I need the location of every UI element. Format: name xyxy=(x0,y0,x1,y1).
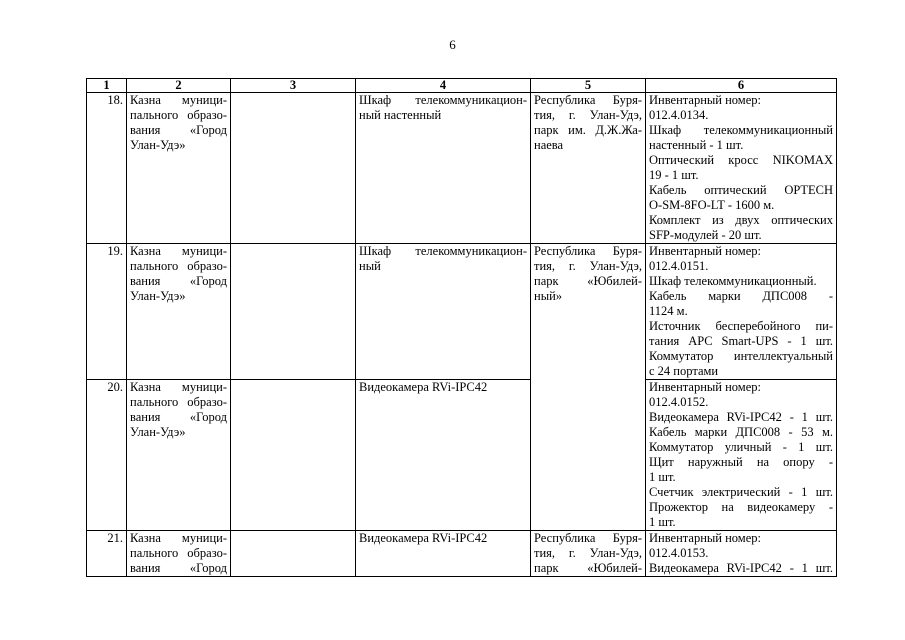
column-header: 5 xyxy=(531,79,646,93)
details-cell xyxy=(646,531,837,577)
address-cell xyxy=(531,93,646,244)
details-line: 012.4.0152. xyxy=(649,395,709,409)
details-line: O-SM-8FO-LT - 1600 м. xyxy=(649,198,775,212)
address-line: тия, г. Улан-Удэ, xyxy=(534,259,642,273)
details-line: Прожектор на видеокамеру - xyxy=(649,500,833,514)
details-line: настенный - 1 шт. xyxy=(649,138,744,152)
address-line: тия, г. Улан-Удэ, xyxy=(534,108,642,122)
owner-line: Улан-Удэ» xyxy=(130,138,186,152)
details-line: Кабель марки ДПС008 - 53 м. xyxy=(649,425,833,439)
address-line: наева xyxy=(534,138,564,152)
owner-line: вания «Город xyxy=(130,274,227,288)
address-cell xyxy=(531,244,646,531)
column-header: 1 xyxy=(87,79,127,93)
details-line: Оптический кросс NIKOMAX xyxy=(649,153,833,167)
owner-line: Казна муници- xyxy=(130,244,227,258)
owner-line: пального образо- xyxy=(130,259,227,273)
details-line: 012.4.0153. xyxy=(649,546,709,560)
empty-cell xyxy=(231,380,356,531)
object-cell xyxy=(356,531,531,577)
address-line: Республика Буря- xyxy=(534,244,642,258)
empty-cell xyxy=(231,93,356,244)
details-line: Инвентарный номер: xyxy=(649,244,761,258)
details-line: Инвентарный номер: xyxy=(649,93,761,107)
column-header: 4 xyxy=(356,79,531,93)
owner-line: пального образо- xyxy=(130,546,227,560)
column-header: 6 xyxy=(646,79,837,93)
owner-line: вания «Город xyxy=(130,561,227,575)
details-line: Видеокамера RVi-IPC42 - 1 шт. xyxy=(649,561,833,575)
details-line: Шкаф телекоммуникационный. xyxy=(649,274,817,288)
table-header-row xyxy=(87,79,837,93)
address-line: Республика Буря- xyxy=(534,93,642,107)
object-line: ный настенный xyxy=(359,108,442,122)
details-line: 012.4.0134. xyxy=(649,108,709,122)
owner-cell xyxy=(127,380,231,531)
owner-line: Улан-Удэ» xyxy=(130,425,186,439)
details-line: Кабель марки ДПС008 - xyxy=(649,289,833,303)
row-number: 20. xyxy=(87,380,127,531)
details-line: SFP-модулей - 20 шт. xyxy=(649,228,762,242)
details-line: 1 шт. xyxy=(649,470,676,484)
owner-cell xyxy=(127,531,231,577)
owner-line: пального образо- xyxy=(130,108,227,122)
owner-line: пального образо- xyxy=(130,395,227,409)
details-line: Инвентарный номер: xyxy=(649,531,761,545)
owner-line: Казна муници- xyxy=(130,93,227,107)
details-cell xyxy=(646,380,837,531)
details-line: Видеокамера RVi-IPC42 - 1 шт. xyxy=(649,410,833,424)
details-line: 1124 м. xyxy=(649,304,688,318)
address-line: парк «Юбилей- xyxy=(534,274,642,288)
details-line: Щит наружный на опору - xyxy=(649,455,833,469)
empty-cell xyxy=(231,531,356,577)
object-line: ный xyxy=(359,259,381,273)
property-registry-table xyxy=(86,78,837,577)
details-line: 19 - 1 шт. xyxy=(649,168,699,182)
owner-line: вания «Город xyxy=(130,410,227,424)
object-line: Видеокамера RVi-IPC42 xyxy=(359,531,488,545)
details-line: Коммутатор уличный - 1 шт. xyxy=(649,440,833,454)
object-cell xyxy=(356,380,531,531)
owner-line: Улан-Удэ» xyxy=(130,289,186,303)
details-line: Шкаф телекоммуникационный xyxy=(649,123,833,137)
details-line: Комплект из двух оптических xyxy=(649,213,833,227)
details-line: 012.4.0151. xyxy=(649,259,709,273)
owner-line: вания «Город xyxy=(130,123,227,137)
column-header: 2 xyxy=(127,79,231,93)
address-line: Республика Буря- xyxy=(534,531,642,545)
address-line: парк «Юбилей- xyxy=(534,561,642,575)
column-header: 3 xyxy=(231,79,356,93)
details-line: Кабель оптический OPTECH xyxy=(649,183,833,197)
details-line: Счетчик электрический - 1 шт. xyxy=(649,485,833,499)
row-number: 19. xyxy=(87,244,127,380)
address-cell xyxy=(531,531,646,577)
details-line: с 24 портами xyxy=(649,364,719,378)
details-line: 1 шт. xyxy=(649,515,676,529)
object-line: Видеокамера RVi-IPC42 xyxy=(359,380,488,394)
details-cell xyxy=(646,93,837,244)
details-cell xyxy=(646,244,837,380)
table-row xyxy=(87,531,837,577)
owner-cell xyxy=(127,93,231,244)
owner-line: Казна муници- xyxy=(130,531,227,545)
address-line: ный» xyxy=(534,289,563,303)
owner-line: Казна муници- xyxy=(130,380,227,394)
details-line: Коммутатор интеллектуальный xyxy=(649,349,833,363)
table-row xyxy=(87,380,837,531)
object-line: Шкаф телекоммуникацион- xyxy=(359,244,527,258)
address-line: тия, г. Улан-Удэ, xyxy=(534,546,642,560)
owner-cell xyxy=(127,244,231,380)
row-number: 21. xyxy=(87,531,127,577)
details-line: Инвентарный номер: xyxy=(649,380,761,394)
table-row xyxy=(87,244,837,380)
object-line: Шкаф телекоммуникацион- xyxy=(359,93,527,107)
address-line: парк им. Д.Ж.Жа- xyxy=(534,123,642,137)
row-number: 18. xyxy=(87,93,127,244)
empty-cell xyxy=(231,244,356,380)
table-row xyxy=(87,93,837,244)
object-cell xyxy=(356,93,531,244)
object-cell xyxy=(356,244,531,380)
page-number: 6 xyxy=(449,37,456,52)
details-line: Источник бесперебойного пи- xyxy=(649,319,833,333)
details-line: тания APC Smart-UPS - 1 шт. xyxy=(649,334,833,348)
